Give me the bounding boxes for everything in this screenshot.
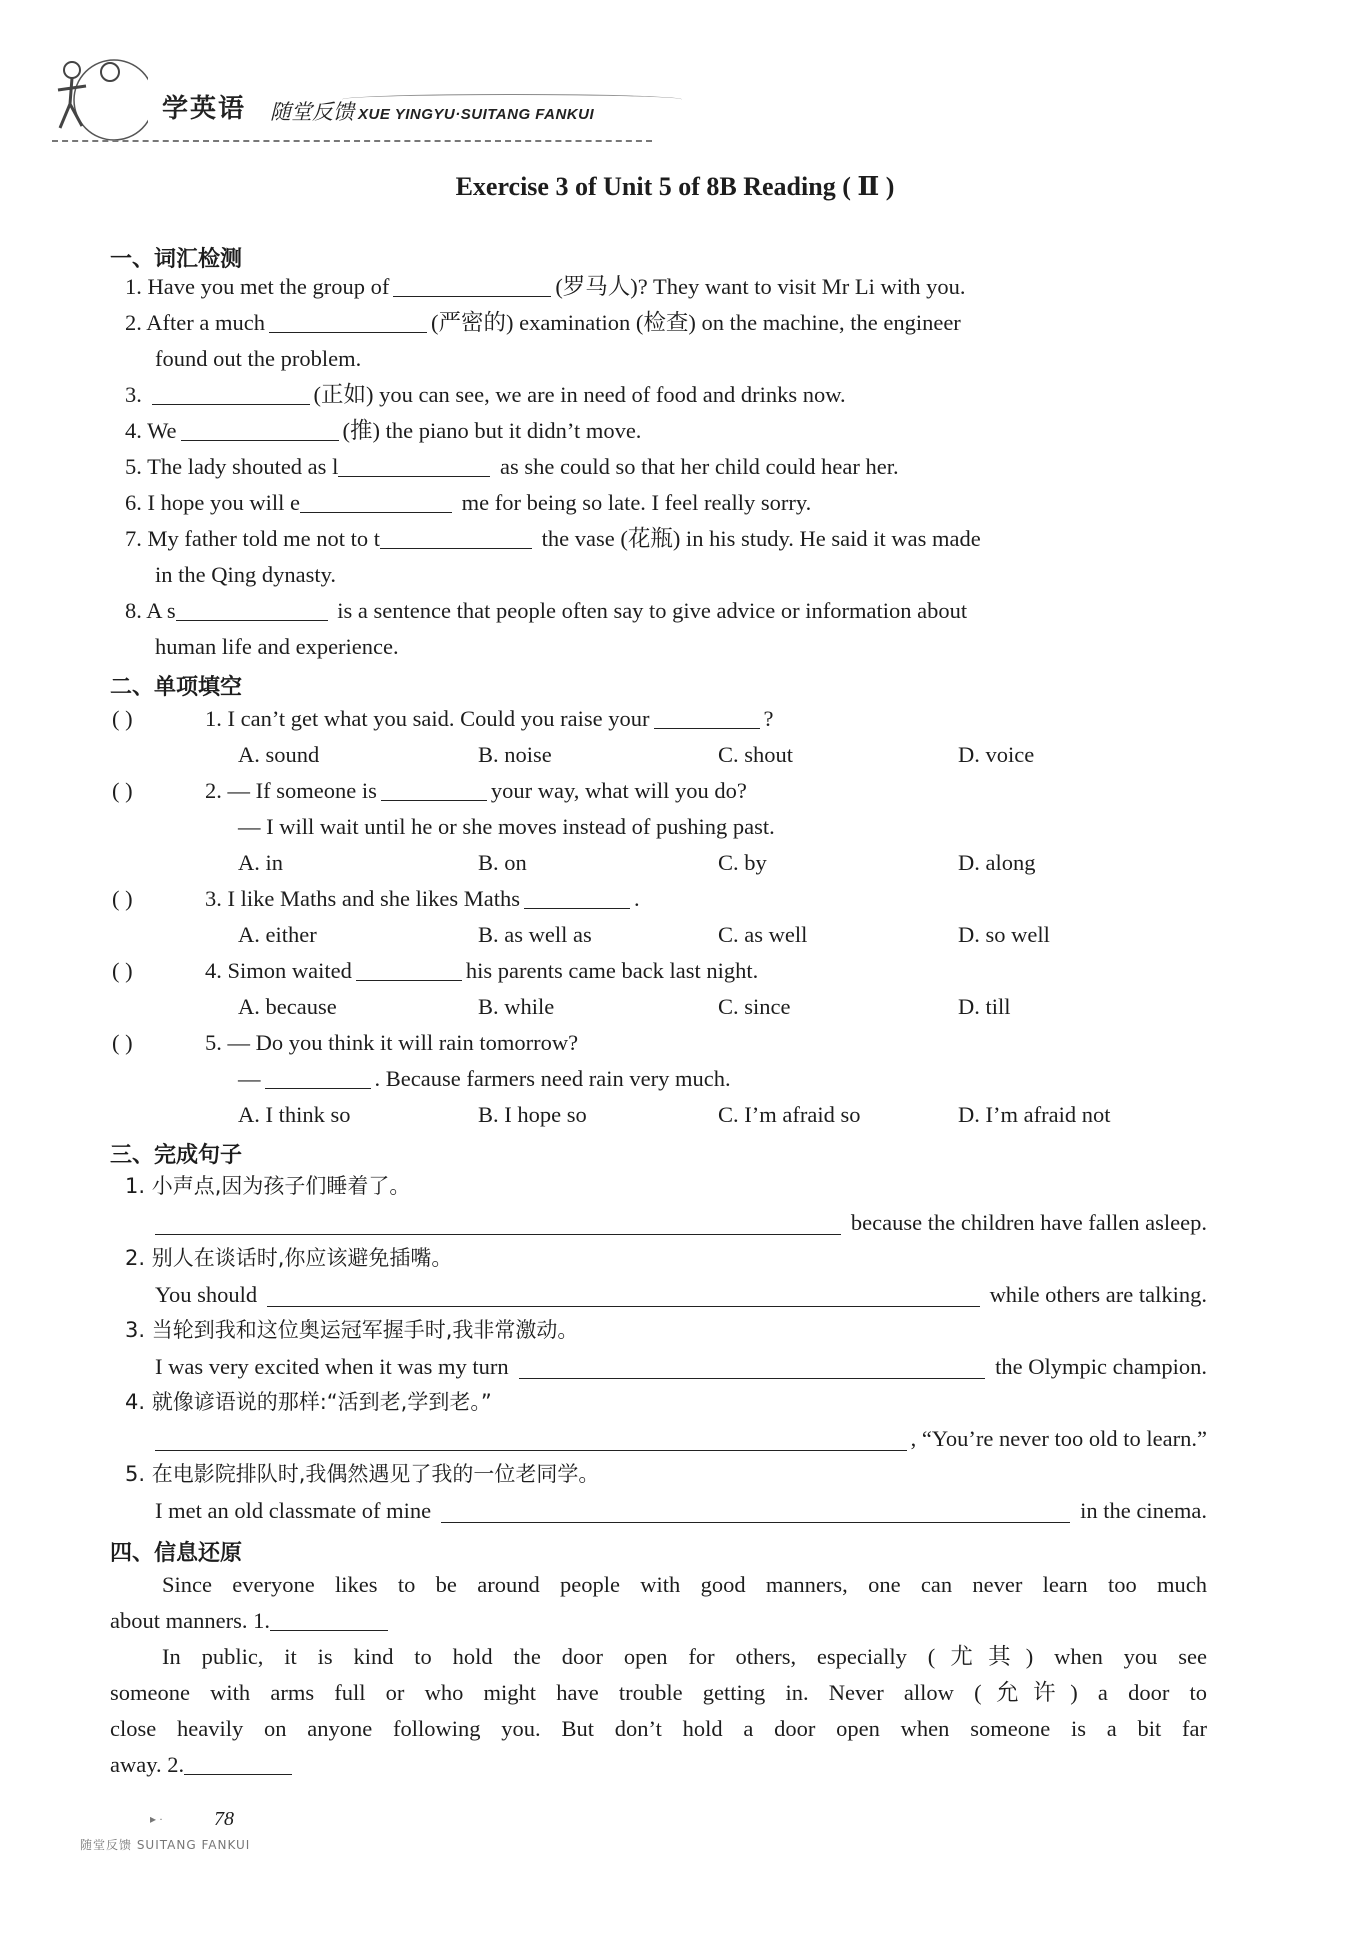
option-c[interactable]: C. shout — [718, 742, 794, 767]
answer-blank[interactable] — [441, 1502, 1070, 1523]
option-b[interactable]: B. on — [478, 850, 527, 875]
answer-blank[interactable] — [654, 708, 760, 729]
arrow-icon: ▸ · — [150, 1812, 164, 1826]
passage-line: Since everyone likes to be around people with good manners, one can never learn too much — [162, 1572, 1207, 1597]
mc-question-5: 5. — Do you think it will rain tomorrow? — [205, 1030, 579, 1055]
answer-blank[interactable] — [524, 888, 630, 909]
sentence-cn-3: 3. 当轮到我和这位奥运冠军握手时,我非常激动。 — [125, 1318, 579, 1342]
answer-blank[interactable] — [152, 384, 310, 405]
option-a[interactable]: A. in — [238, 850, 283, 875]
option-d[interactable]: D. voice — [958, 742, 1035, 767]
sentence-en-4: , “You’re never too old to learn.” — [155, 1428, 1207, 1451]
vocab-item-4: 4. We (推) the piano but it didn’t move. — [125, 418, 642, 443]
answer-blank[interactable] — [381, 780, 487, 801]
section-heading: 四、信息还原 — [110, 1541, 243, 1566]
sentence-en-5: I met an old classmate of mine in the cinema. — [155, 1498, 1207, 1523]
answer-blank[interactable] — [519, 1358, 986, 1379]
passage-line: away. 2. — [110, 1754, 296, 1777]
option-d[interactable]: D. along — [958, 850, 1036, 875]
sentence-cn-5: 5. 在电影院排队时,我偶然遇见了我的一位老同学。 — [125, 1462, 600, 1486]
option-c[interactable]: C. by — [718, 850, 767, 875]
answer-paren[interactable]: ( ) — [112, 706, 133, 731]
answer-blank[interactable] — [380, 528, 532, 549]
sentence-en-1: because the children have fallen asleep. — [155, 1212, 1207, 1235]
option-d[interactable]: D. till — [958, 994, 1011, 1019]
option-b[interactable]: B. noise — [478, 742, 552, 767]
answer-paren[interactable]: ( ) — [112, 1030, 133, 1055]
brand-english: XUE YINGYU·SUITANG FANKUI — [358, 106, 595, 123]
brand-chinese: 学英语 — [162, 94, 247, 124]
answer-blank[interactable] — [176, 600, 328, 621]
answer-blank[interactable] — [300, 492, 452, 513]
page-number: 78 — [214, 1808, 234, 1830]
answer-blank[interactable] — [265, 1068, 371, 1089]
answer-blank[interactable] — [338, 456, 490, 477]
passage-line: someone with arms full or who might have trouble getting in. Never allow (允许) a door to — [110, 1680, 1207, 1705]
answer-blank[interactable] — [267, 1286, 979, 1307]
passage-line: close heavily on anyone following you. But don’t hold a door open when someone is a bit far — [110, 1716, 1207, 1741]
vocab-item-1: 1. Have you met the group of (罗马人)? They want to visit Mr Li with you. — [125, 274, 966, 299]
option-a[interactable]: A. because — [238, 994, 337, 1019]
vocab-item-2: 2. After a much (严密的) examination (检查) on the machine, the engineer — [125, 310, 961, 335]
answer-paren[interactable]: ( ) — [112, 886, 133, 911]
answer-blank[interactable] — [181, 420, 339, 441]
sentence-cn-4: 4. 就像谚语说的那样:“活到老,学到老。” — [125, 1390, 492, 1414]
answer-blank[interactable] — [155, 1214, 841, 1235]
answer-blank[interactable] — [155, 1430, 907, 1451]
mc-question-2: 2. — If someone is your way, what will you do? — [205, 778, 747, 803]
passage-line: In public, it is kind to hold the door open for others, especially (尤其) when you see — [162, 1644, 1207, 1669]
mc-question-4: 4. Simon waited his parents came back last night. — [205, 958, 759, 983]
mc-question-3: 3. I like Maths and she likes Maths . — [205, 886, 640, 911]
sentence-en-2: You should while others are talking. — [155, 1282, 1207, 1307]
answer-paren[interactable]: ( ) — [112, 958, 133, 983]
section-heading: 一、词汇检测 — [110, 247, 243, 272]
header — [52, 48, 652, 148]
option-d[interactable]: D. so well — [958, 922, 1050, 947]
brand-chinese-sub: 随堂反馈 — [270, 100, 354, 124]
sentence-en-3: I was very excited when it was my turn the Olympic champion. — [155, 1354, 1207, 1379]
answer-blank[interactable] — [393, 276, 551, 297]
option-c[interactable]: C. since — [718, 994, 791, 1019]
passage-line: about manners. 1. — [110, 1610, 392, 1633]
mc-question-5-reply: — . Because farmers need rain very much. — [238, 1066, 731, 1091]
answer-paren[interactable]: ( ) — [112, 778, 133, 803]
answer-blank[interactable] — [270, 1610, 388, 1631]
logo-icon — [52, 56, 148, 146]
option-a[interactable]: A. I think so — [238, 1102, 351, 1127]
vocab-item-6: 6. I hope you will e me for being so late. I feel really sorry. — [125, 490, 812, 515]
answer-blank[interactable] — [356, 960, 462, 981]
vocab-item-3: 3. (正如) you can see, we are in need of food and drinks now. — [125, 382, 846, 407]
option-d[interactable]: D. I’m afraid not — [958, 1102, 1111, 1127]
section-heading: 三、完成句子 — [110, 1143, 243, 1168]
page-title: Exercise 3 of Unit 5 of 8B Reading ( Ⅱ ) — [455, 172, 895, 201]
footer-brand: 随堂反馈 SUITANG FANKUI — [80, 1838, 251, 1852]
sentence-cn-2: 2. 别人在谈话时,你应该避免插嘴。 — [125, 1246, 453, 1270]
option-b[interactable]: B. I hope so — [478, 1102, 587, 1127]
answer-blank[interactable] — [269, 312, 427, 333]
mc-question-2-reply: — I will wait until he or she moves instead of pushing past. — [238, 814, 775, 839]
header-divider — [52, 140, 652, 142]
option-b[interactable]: B. as well as — [478, 922, 592, 947]
option-c[interactable]: C. as well — [718, 922, 808, 947]
option-b[interactable]: B. while — [478, 994, 555, 1019]
header-arc — [342, 94, 682, 105]
section-heading: 二、单项填空 — [110, 675, 243, 700]
answer-blank[interactable] — [184, 1754, 292, 1775]
mc-question-1: 1. I can’t get what you said. Could you raise your ? — [205, 706, 774, 731]
vocab-item-5: 5. The lady shouted as l as she could so that her child could hear her. — [125, 454, 899, 479]
vocab-item-2-cont: found out the problem. — [155, 346, 362, 371]
option-a[interactable]: A. either — [238, 922, 317, 947]
sentence-cn-1: 1. 小声点,因为孩子们睡着了。 — [125, 1174, 411, 1198]
option-c[interactable]: C. I’m afraid so — [718, 1102, 861, 1127]
vocab-item-8: 8. A s is a sentence that people often say to give advice or information about — [125, 598, 968, 623]
vocab-item-8-cont: human life and experience. — [155, 634, 399, 659]
vocab-item-7: 7. My father told me not to t the vase (花瓶) in his study. He said it was made — [125, 526, 981, 551]
vocab-item-7-cont: in the Qing dynasty. — [155, 562, 337, 587]
option-a[interactable]: A. sound — [238, 742, 320, 767]
